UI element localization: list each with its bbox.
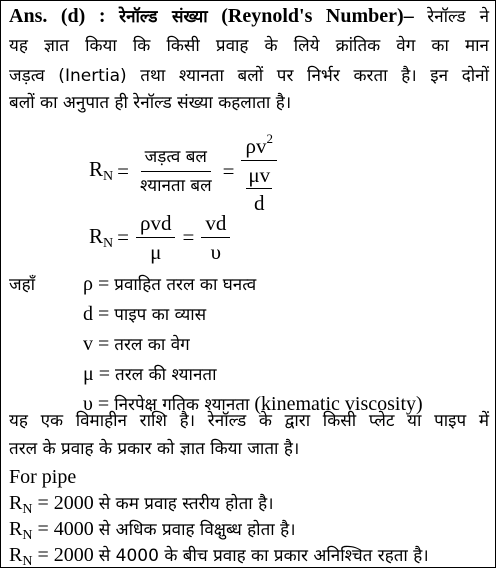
formula2-fraction-2 xyxy=(201,211,230,264)
formula1-equals-2: = xyxy=(222,158,235,183)
formula2-equals: = xyxy=(117,225,129,249)
definition-row: v = तरल का वेग xyxy=(83,333,190,355)
formula2-numerator-2: vd xyxy=(201,211,230,238)
formula1-rhs-denominator xyxy=(242,161,276,215)
definition-row: जहाँ ρ = प्रवाहित तरल का घनत्व xyxy=(9,273,257,295)
formula1-lhs: $R_N$ xyxy=(89,157,114,184)
formula-reynolds-simplified xyxy=(89,211,233,264)
intro-line4: बलों का अनुपात ही रेनॉल्ड संख्या कहलाता है। xyxy=(9,93,292,113)
answer-heading xyxy=(9,4,489,29)
definition-row: μ = तरल की श्यानता xyxy=(83,363,217,385)
title-hindi: रेनॉल्ड संख्या xyxy=(119,7,208,27)
case-transition: $R_N = 2000$ से 4000 के बीच प्रवाह का प्रकार अनिश्चित रहता है। xyxy=(9,544,429,569)
definition-row: υ = निरपेक्ष गतिक श्यानता (kinematic viscosity) xyxy=(83,393,423,415)
formula1-fraction-words xyxy=(136,145,216,198)
formula2-denominator-2: υ xyxy=(210,240,222,264)
case-turbulent: $R_N = 4000$ से अधिक प्रवाह विक्षुब्ध होता है। xyxy=(9,518,296,543)
intro-line3 xyxy=(9,63,489,88)
formula2-fraction-1 xyxy=(136,211,175,264)
formula-reynolds-ratio xyxy=(89,127,280,215)
formula2-denominator: μ xyxy=(150,240,162,264)
answer-label: Ans. (d) : xyxy=(9,5,106,27)
formula1-rhs-den-bottom: d xyxy=(253,191,265,215)
intro-line2: यह ज्ञात किया कि किसी प्रवाह के लिये क्रांतिक वेग का मान xyxy=(9,36,489,56)
formula1-rhs-den-top: μv xyxy=(248,163,271,187)
definition-row: d = पाइप का व्यास xyxy=(83,303,207,325)
intro-line1-tail: रेनॉल्ड ने xyxy=(427,7,490,27)
formula2-equals-2: = xyxy=(182,225,195,249)
intro-line3-text: जड़त्व (Inertia) तथा श्यानता बलों पर निर्भर करता है। इन दोनों xyxy=(9,66,489,86)
formula1-equals: = xyxy=(117,158,129,183)
formula2-lhs: $R_N$ xyxy=(89,223,114,251)
for-pipe-label: For pipe xyxy=(9,466,77,488)
case-laminar: $R_N = 2000$ से कम प्रवाह स्तरीय होता है। xyxy=(9,492,274,517)
formula1-rhs-numerator: $\rho v^2$ xyxy=(241,127,276,161)
formula2-numerator: ρvd xyxy=(136,211,175,238)
formula1-denominator: श्यानता बल xyxy=(139,175,212,196)
where-label: जहाँ xyxy=(9,275,36,295)
title-english: (Reynold's Number)– xyxy=(221,5,414,27)
para2-line1: यह एक विमाहीन राशि है। रेनॉल्ड के द्वारा किसी प्लेट या पाइप में xyxy=(9,411,489,431)
para2-line2: तरल के प्रवाह के प्रकार को ज्ञात किया जाता है। xyxy=(9,439,300,459)
formula1-numerator: जड़त्व बल xyxy=(141,145,211,172)
formula1-fraction-symbols xyxy=(241,127,276,215)
